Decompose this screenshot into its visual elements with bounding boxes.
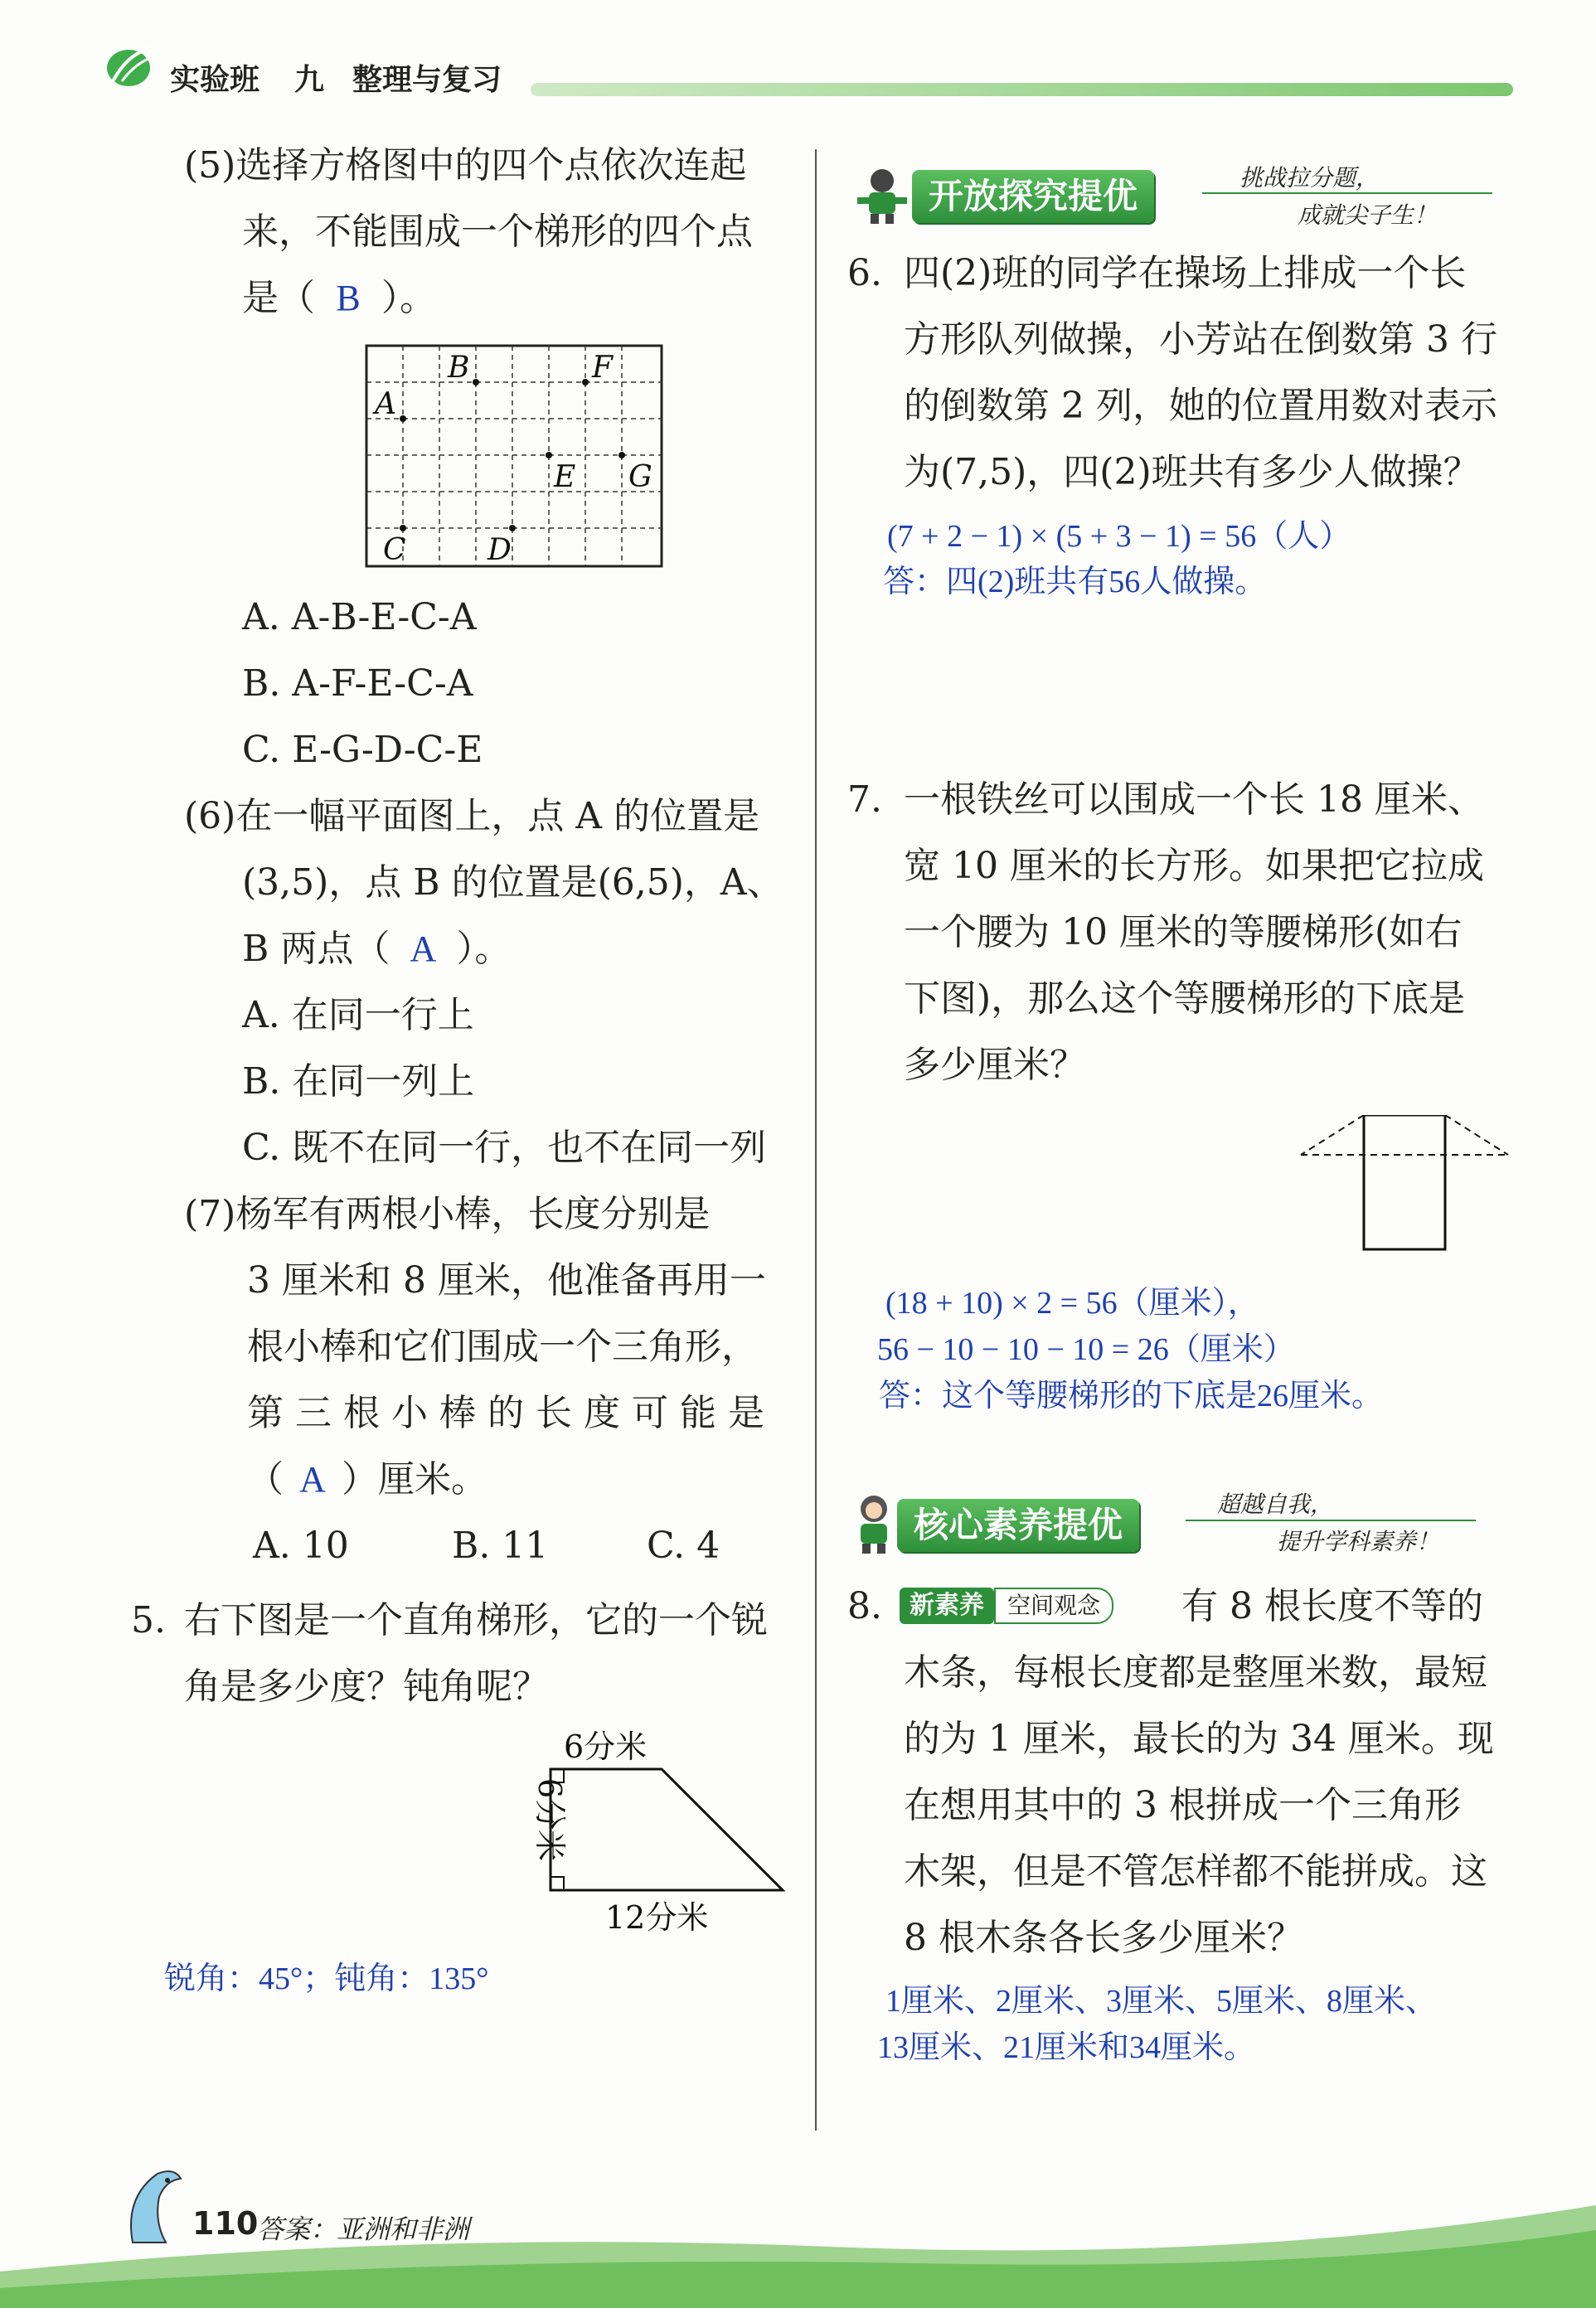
q6sub-answer: A bbox=[410, 929, 437, 969]
q6sub-line-1: (6)在一幅平面图上，点 A 的位置是 bbox=[184, 795, 760, 837]
q8-tags bbox=[900, 1588, 1113, 1624]
q7sub-line-1: (7)杨军有两根小棒，长度分别是 bbox=[184, 1193, 711, 1235]
q5sub-answer: B bbox=[336, 278, 361, 318]
q5-number: 5. bbox=[131, 1599, 166, 1641]
q6sub-option-a: A. 在同一行上 bbox=[242, 994, 474, 1036]
section2-slogan-2: 提升学科素养！ bbox=[1277, 1528, 1440, 1555]
q7-line-4: 下图)，那么这个等腰梯形的下底是 bbox=[904, 977, 1466, 1020]
q7sub-answer: A bbox=[299, 1459, 326, 1500]
q7sub-option-c: C. 4 bbox=[647, 1525, 720, 1567]
q8-line-5: 木架，但是不管怎样都不能拼成。这 bbox=[904, 1850, 1487, 1893]
q5sub-option-a: A. A-B-E-C-A bbox=[242, 596, 477, 638]
q5-line-1: 右下图是一个直角梯形，它的一个锐 bbox=[184, 1599, 768, 1641]
q7-line-3: 一个腰为 10 厘米的等腰梯形(如右 bbox=[904, 911, 1463, 953]
q8-line-4: 在想用其中的 3 根拼成一个三角形 bbox=[904, 1784, 1461, 1826]
q7sub-line-5: （ A ）厘米。 bbox=[247, 1447, 488, 1513]
q6-number: 6. bbox=[847, 252, 882, 294]
trapezoid-top-label: 6分米 bbox=[564, 1729, 648, 1765]
label-e: E bbox=[554, 460, 576, 494]
label-b: B bbox=[448, 351, 470, 385]
q7sub-option-a: A. 10 bbox=[253, 1525, 349, 1567]
section1-slogan-1: 挑战拉分题， bbox=[1239, 164, 1380, 192]
label-f: F bbox=[592, 351, 613, 385]
label-g: G bbox=[628, 460, 652, 494]
point-g bbox=[619, 452, 625, 458]
unit-title: 整理与复习 bbox=[352, 63, 502, 97]
q7sub-option-b: B. 11 bbox=[452, 1525, 549, 1567]
q7-answer-step-2: 56 − 10 − 10 − 10 = 26（厘米） bbox=[877, 1332, 1295, 1367]
label-d: D bbox=[488, 533, 512, 567]
q6sub-line-2: (3,5)，点 B 的位置是(6,5)，A、 bbox=[242, 861, 783, 904]
spatial-concept-tag: 空间观念 bbox=[994, 1588, 1113, 1624]
q6sub-option-c: C. 既不在同一行，也不在同一列 bbox=[242, 1127, 767, 1169]
q8-line-2: 木条，每根长度都是整厘米数，最短 bbox=[904, 1651, 1487, 1694]
right-trapezoid-figure bbox=[497, 1716, 796, 1940]
point-f bbox=[582, 379, 589, 385]
page-number: 110 bbox=[192, 2205, 259, 2242]
q5-answer: 锐角：45°；钝角：135° bbox=[164, 1961, 489, 1996]
section1-slogan-2: 成就尖子生！ bbox=[1298, 201, 1438, 229]
q5sub-option-b: B. A-F-E-C-A bbox=[242, 662, 473, 705]
point-b bbox=[473, 379, 479, 385]
q7-number: 7. bbox=[847, 778, 882, 821]
q5sub-option-c: C. E-G-D-C-E bbox=[242, 729, 483, 771]
dot-grid-figure bbox=[365, 344, 665, 570]
q7-line-1: 一根铁丝可以围成一个长 18 厘米、 bbox=[904, 778, 1484, 821]
section-badge-open-inquiry: 开放探究提优 bbox=[912, 170, 1154, 223]
q8-answer-line-2: 13厘米、21厘米和34厘米。 bbox=[877, 2030, 1256, 2065]
new-literacy-tag: 新素养 bbox=[900, 1588, 994, 1624]
section2-slogan-1: 超越自我， bbox=[1217, 1491, 1334, 1518]
point-e bbox=[546, 452, 552, 458]
column-divider bbox=[815, 149, 817, 2131]
label-c: C bbox=[383, 533, 406, 567]
q7-answer-text: 答：这个等腰梯形的下底是26厘米。 bbox=[879, 1379, 1384, 1413]
q8-number: 8. bbox=[847, 1585, 882, 1627]
q6sub-option-b: B. 在同一列上 bbox=[242, 1060, 475, 1103]
q8-answer-line-1: 1厘米、2厘米、3厘米、5厘米、8厘米、 bbox=[885, 1984, 1438, 2019]
q7sub-line-2: 3 厘米和 8 厘米，他准备再用一 bbox=[247, 1259, 766, 1302]
q7-line-5: 多少厘米？ bbox=[904, 1044, 1086, 1086]
q8-line-6: 8 根木条各长多少厘米？ bbox=[904, 1917, 1303, 1959]
label-a: A bbox=[375, 387, 396, 421]
point-a bbox=[400, 415, 406, 422]
trapezoid-bottom-label: 12分米 bbox=[605, 1899, 709, 1936]
footer-answer-note: 答案：亚洲和非洲 bbox=[257, 2213, 470, 2245]
q5sub-line-2: 来，不能围成一个梯形的四个点 bbox=[242, 211, 753, 253]
q7-answer-step-1: (18 + 10) × 2 = 56（厘米）， bbox=[885, 1286, 1259, 1321]
q6-answer-text: 答：四(2)班共有56人做操。 bbox=[883, 565, 1267, 599]
student-mascot-icon bbox=[852, 164, 910, 224]
q8-line-1: 有 8 根长度不等的 bbox=[1181, 1585, 1483, 1627]
dolphin-mascot-icon bbox=[116, 2164, 191, 2255]
q6-line-2: 方形队列做操，小芳站在倒数第 3 行 bbox=[904, 318, 1497, 361]
q6sub-line-3: B 两点（ A ）。 bbox=[242, 916, 511, 982]
q8-line-3: 的为 1 厘米，最长的为 34 厘米。现 bbox=[904, 1718, 1494, 1760]
leaf-logo-icon bbox=[104, 43, 162, 91]
q6-line-4: 为(7,5)，四(2)班共有多少人做操？ bbox=[904, 451, 1480, 493]
point-c bbox=[400, 525, 406, 531]
q6-line-3: 的倒数第 2 列，她的位置用数对表示 bbox=[904, 385, 1497, 427]
section1-underline bbox=[1202, 192, 1492, 194]
q7-line-2: 宽 10 厘米的长方形。如果把它拉成 bbox=[904, 845, 1484, 887]
q5sub-line-1: (5)选择方格图中的四个点依次连起 bbox=[184, 144, 747, 187]
section-badge-core-literacy: 核心素养提优 bbox=[897, 1499, 1139, 1552]
point-d bbox=[509, 525, 516, 531]
rectangle-to-trapezoid-figure bbox=[1298, 1115, 1513, 1256]
q7sub-line-3: 根小棒和它们围成一个三角形， bbox=[247, 1326, 758, 1368]
q6-line-1: 四(2)班的同学在操场上排成一个长 bbox=[904, 252, 1467, 294]
trapezoid-left-label: 6分米 bbox=[531, 1778, 568, 1862]
unit-number: 九 bbox=[294, 63, 325, 97]
q6-answer-formula: (7 + 2 − 1) × (5 + 3 − 1) = 56（人） bbox=[887, 519, 1351, 554]
q7sub-line-4: 第三根小棒的长度可能是 bbox=[247, 1392, 776, 1434]
thinking-mascot-icon bbox=[846, 1492, 904, 1554]
section2-underline bbox=[1186, 1520, 1476, 1521]
q5sub-line-3: 是（ B ）。 bbox=[242, 265, 436, 332]
q5-line-2: 角是多少度？钝角呢？ bbox=[184, 1666, 549, 1708]
header-stripe bbox=[531, 83, 1513, 96]
series-title: 实验班 bbox=[170, 63, 260, 97]
